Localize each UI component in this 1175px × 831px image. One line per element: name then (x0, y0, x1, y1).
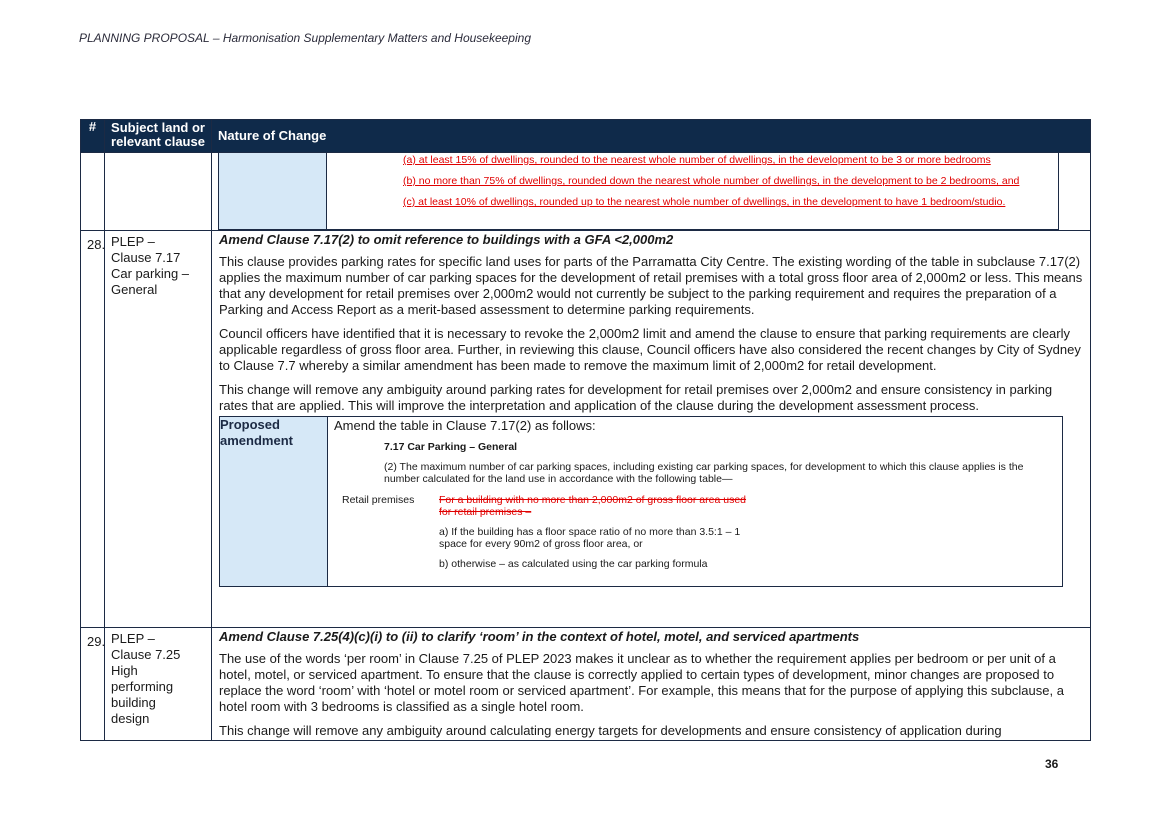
inserted-item-c: (c) at least 10% of dwellings, rounded up to the nearest whole number of dwellings, in the development to have 1 bedroom/studio. (403, 196, 1006, 208)
table-row-29 (81, 628, 1091, 741)
proposed-amendment-label: Proposed amendment (220, 417, 328, 587)
subject-line: building (111, 695, 156, 710)
clause-title: 7.17 Car Parking – General (384, 441, 518, 453)
land-use-row (334, 494, 1054, 570)
subject-clause (105, 231, 212, 628)
table-row-continued (81, 153, 1091, 231)
change-heading: Amend Clause 7.25(4)(c)(i) to (ii) to clarify ‘room’ in the context of hotel, motel, and serviced apartments (219, 629, 860, 644)
deleted-text: For a building with no more than 2,000m2 of gross floor area used for retail premises – (439, 494, 747, 518)
subject-line: High (111, 663, 138, 678)
inserted-item-b: (b) no more than 75% of dwellings, rounded down the nearest whole number of dwellings, in the development to be 2 bedrooms, and (403, 175, 1020, 187)
continued-subject-cell (105, 153, 212, 231)
subject-line: General (111, 282, 158, 297)
subject-clause (105, 628, 212, 741)
paragraph: This clause provides parking rates for specific land uses for parts of the Parramatta City Centre. The existing wording of the table in subclause 7.17(2) applies the maximum number of car parking spaces for the development of retail premises with a total gross floor area of 2,000m2 or less. This means that any development for retail premises over 2,000m2 would not currently be subject to the parking requirement and requires the preparation of a Parking and Access Report as a merit-based assessment to determine parking requirements. (219, 254, 1083, 317)
land-use-rates (439, 494, 759, 570)
rate-item-b: b) otherwise – as calculated using the car parking formula (439, 558, 708, 570)
row-number: 29. (81, 628, 105, 741)
subject-line: design (111, 711, 150, 726)
running-header: PLANNING PROPOSAL – Harmonisation Supplementary Matters and Housekeeping (79, 31, 531, 45)
change-heading: Amend Clause 7.17(2) to omit reference to buildings with a GFA <2,000m2 (219, 232, 674, 247)
column-header-subject: Subject land or relevant clause (105, 120, 212, 153)
inserted-item-a: (a) at least 15% of dwellings, rounded to the nearest whole number of dwellings, in the development to be 3 or more bedrooms (403, 154, 991, 166)
proposed-amendment-table (219, 416, 1063, 587)
continued-inner-table (218, 153, 1059, 230)
column-header-nature: Nature of Change (212, 120, 1091, 153)
table-row-28 (81, 231, 1091, 628)
continued-label-cell (219, 153, 327, 230)
subject-line: PLEP – (111, 234, 155, 249)
column-header-number: # (81, 120, 105, 153)
proposed-amendment-content (328, 417, 1063, 587)
subject-line: Clause 7.17 (111, 250, 181, 265)
continued-content-cell (212, 153, 1091, 231)
continued-num-cell (81, 153, 105, 231)
paragraph: The use of the words ‘per room’ in Clause 7.25 of PLEP 2023 makes it unclear as to whether the requirement applies per bedroom or per unit of a hotel, motel, or serviced apartment. To ensure that the clause is correctly applied to certain types of development, minor changes are proposed to replace the word ‘room’ with ‘hotel or motel room or serviced apartment’. For example, this means that for the purpose of applying this subclause, a hotel room with 3 bedrooms is classified as a single hotel room. (219, 651, 1064, 714)
nature-of-change-29 (212, 628, 1091, 741)
paragraph: Council officers have identified that it is necessary to revoke the 2,000m2 limit and amend the clause to ensure that parking requirements are clearly applicable regardless of gross floor area. Further, in reviewing this clause, Council officers have also considered the recent changes by City of Sydney to Clause 7.7 whereby a similar amendment has been made to remove the maximum limit of 2,000m2 for retail development. (219, 326, 1081, 373)
subject-line: Clause 7.25 (111, 647, 181, 662)
row-number: 28. (81, 231, 105, 628)
paragraph: This change will remove any ambiguity around calculating energy targets for developments and ensure consistency of application during (219, 723, 1002, 738)
table-header-row (81, 120, 1091, 153)
nature-of-change-28 (212, 231, 1091, 628)
page-number: 36 (1045, 757, 1059, 771)
continued-text-cell (327, 153, 1059, 230)
land-use-name: Retail premises (342, 494, 415, 506)
rate-item-a: a) If the building has a floor space ratio of no more than 3.5:1 – 1 space for every 90m2 of gross floor area, or (439, 526, 741, 550)
clause-text: (2) The maximum number of car parking spaces, including existing car parking spaces, for development to which this clause applies is the number calculated for the land use in accordance with the following table— (384, 461, 1024, 485)
paragraph: This change will remove any ambiguity around parking rates for development for retail premises over 2,000m2 and ensure consistency in parking rates that are applied. This will improve the interpretation and application of the clause during the development assessment process. (219, 382, 1053, 413)
amendment-intro: Amend the table in Clause 7.17(2) as follows: (334, 418, 596, 433)
subject-line: Car parking – (111, 266, 190, 281)
subject-line: PLEP – (111, 631, 155, 646)
subject-line: performing (111, 679, 174, 694)
nature-of-change-table (80, 119, 1091, 741)
